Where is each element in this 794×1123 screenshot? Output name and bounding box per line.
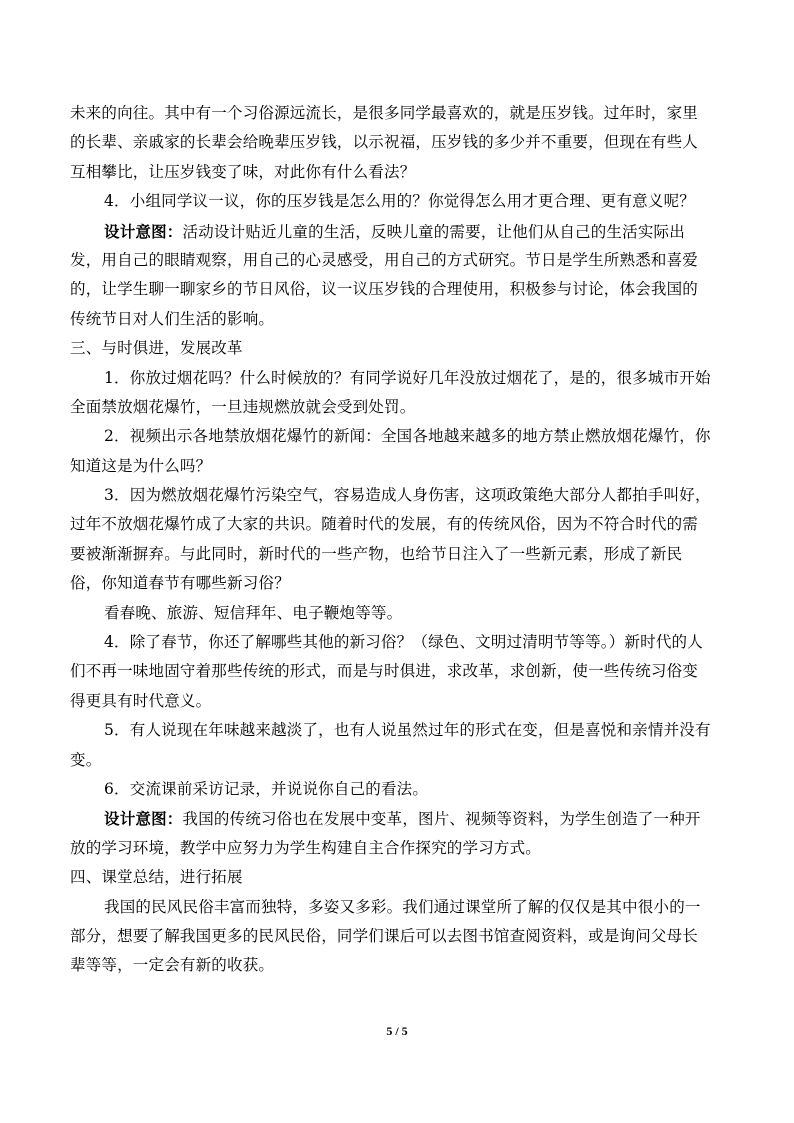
- text-line: [70, 481, 725, 510]
- design-intent-label: 设计意图：: [104, 809, 183, 829]
- line-text: 部分，想要了解我国更多的民风民俗，同学们课后可以去图书馆查阅资料，或是询问父母长: [70, 926, 699, 945]
- text-line: [70, 305, 725, 334]
- text-line: [70, 99, 725, 128]
- text-line: [70, 275, 725, 304]
- text-line: [70, 569, 725, 598]
- text-line: [70, 657, 725, 686]
- text-line: [70, 775, 725, 804]
- text-line: [70, 393, 725, 422]
- line-text: 的，让学生聊一聊家乡的节日风俗，议一议压岁钱的合理使用，积极参与讨论，体会我国的: [70, 280, 699, 299]
- line-text: 过年不放烟花爆竹成了大家的共识。随着时代的发展，有的传统风俗，因为不符合时代的需: [70, 515, 699, 534]
- line-text: 传统节日对人们生活的影响。: [70, 309, 275, 328]
- line-text: 互相攀比，让压岁钱变了味，对此你有什么看法？: [70, 162, 416, 181]
- line-text: 3．因为燃放烟花爆竹污染空气，容易造成人身伤害，这项政策绝大部分人都拍手叫好，: [104, 486, 711, 505]
- page-number: 5 / 5: [386, 1024, 408, 1038]
- line-text: 我国的民风民俗丰富而独特，多姿又多彩。我们通过课堂所了解的仅仅是其中很小的一: [104, 897, 701, 916]
- text-line: [70, 863, 725, 892]
- text-line: [70, 187, 725, 216]
- text-line: [70, 834, 725, 863]
- line-text: 未来的向往。其中有一个习俗源远流长，是很多同学最喜欢的，就是压岁钱。过年时，家里: [70, 104, 699, 122]
- line-text: 三、与时俱进，发展改革: [70, 339, 243, 358]
- text-line: [70, 599, 725, 628]
- line-text: 我国的传统习俗也在发展中变革，图片、视频等资料，为学生创造了一种开: [182, 810, 701, 829]
- line-text: 知道这是为什么吗？: [70, 456, 212, 475]
- line-text: 4．除了春节，你还了解哪些其他的新习俗？（绿色、文明过清明节等等。）新时代的人: [104, 633, 703, 652]
- text-line: [70, 804, 725, 833]
- text-line: [70, 158, 725, 187]
- text-line: [70, 452, 725, 481]
- design-intent-label: 设计意图：: [104, 221, 183, 241]
- line-text: 2．视频出示各地禁放烟花爆竹的新闻：全国各地越来越多的地方禁止燃放烟花爆竹，你: [104, 427, 711, 446]
- line-text: 4．小组同学议一议，你的压岁钱是怎么用的？你觉得怎么用才更合理、更有意义呢？: [104, 192, 695, 211]
- line-text: 们不再一味地固守着那些传统的形式，而是与时俱进，求改革，求创新，使一些传统习俗变: [70, 662, 699, 681]
- text-line: [70, 334, 725, 363]
- text-line: [70, 628, 725, 657]
- line-text: 的长辈、亲戚家的长辈会给晚辈压岁钱，以示祝福，压岁钱的多少并不重要，但现在有些人: [70, 133, 699, 152]
- text-line: [70, 746, 725, 775]
- text-line: [70, 893, 725, 922]
- document-body: [70, 99, 725, 981]
- text-line: [70, 922, 725, 951]
- text-line: [70, 951, 725, 980]
- line-text: 6．交流课前采访记录，并说说你自己的看法。: [104, 779, 429, 798]
- line-text: 辈等等，一定会有新的收获。: [70, 956, 275, 975]
- line-text: 看春晚、旅游、短信拜年、电子鞭炮等等。: [104, 603, 403, 622]
- line-text: 变。: [70, 750, 102, 769]
- line-text: 四、课堂总结，进行拓展: [70, 868, 243, 887]
- text-line: [70, 364, 725, 393]
- line-text: 要被渐渐摒弃。与此同时，新时代的一些产物，也给节日注入了一些新元素，形成了新民: [70, 544, 683, 563]
- text-line: [70, 687, 725, 716]
- line-text: 得更具有时代意义。: [70, 691, 212, 710]
- line-text: 放的学习环境，教学中应努力为学生构建自主合作探究的学习方式。: [70, 838, 542, 857]
- text-line: [70, 716, 725, 745]
- line-text: 发，用自己的眼睛观察，用自己的心灵感受，用自己的方式研究。节日是学生所熟悉和喜爱: [70, 250, 699, 269]
- text-line: [70, 217, 725, 246]
- text-line: [70, 246, 725, 275]
- line-text: 俗，你知道春节有哪些新习俗？: [70, 574, 290, 593]
- text-line: [70, 540, 725, 569]
- line-text: 5．有人说现在年味越来越淡了，也有人说虽然过年的形式在变，但是喜悦和亲情并没有: [104, 721, 711, 740]
- line-text: 1．你放过烟花吗？什么时候放的？有同学说好几年没放过烟花了，是的，很多城市开始: [104, 368, 711, 387]
- line-text: 全面禁放烟花爆竹，一旦违规燃放就会受到处罚。: [70, 397, 416, 416]
- text-line: [70, 128, 725, 157]
- text-line: [70, 510, 725, 539]
- line-text: 活动设计贴近儿童的生活，反映儿童的需要，让他们从自己的生活实际出: [182, 222, 685, 241]
- text-line: [70, 422, 725, 451]
